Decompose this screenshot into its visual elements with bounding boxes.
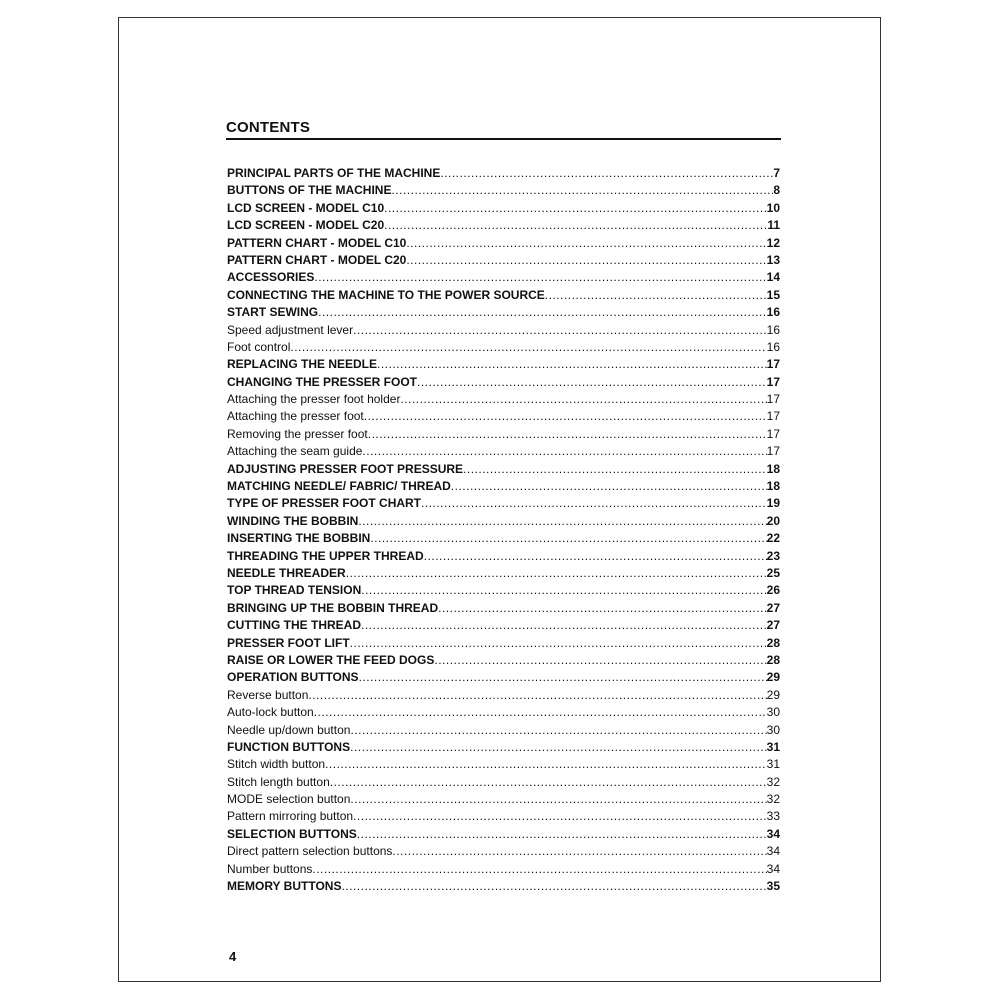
dot-leader xyxy=(350,722,766,739)
toc-entry-page: 16 xyxy=(766,305,780,320)
toc-entry-label: Attaching the seam guide xyxy=(227,444,363,459)
dot-leader xyxy=(368,426,767,443)
toc-entry-page: 13 xyxy=(766,252,780,267)
toc-entry-label: Needle up/down button xyxy=(227,722,351,737)
toc-entry[interactable] xyxy=(227,687,780,704)
toc-entry[interactable] xyxy=(227,513,780,530)
toc-entry[interactable] xyxy=(227,287,780,304)
toc-entry[interactable] xyxy=(227,165,780,182)
dot-leader xyxy=(421,495,767,512)
dot-leader xyxy=(440,165,773,182)
toc-entry-page: 18 xyxy=(766,461,780,476)
dot-leader xyxy=(377,356,767,373)
toc-entry-label: MATCHING NEEDLE/ FABRIC/ THREAD xyxy=(227,479,451,494)
dot-leader xyxy=(451,478,767,495)
dot-leader xyxy=(400,391,766,408)
toc-entry[interactable] xyxy=(227,704,780,721)
toc-entry[interactable] xyxy=(227,200,780,217)
toc-entry-page: 12 xyxy=(766,235,780,250)
toc-entry[interactable] xyxy=(227,635,780,652)
toc-entry-page: 29 xyxy=(766,687,780,702)
toc-entry-label: BRINGING UP THE BOBBIN THREAD xyxy=(227,600,439,615)
toc-entry[interactable] xyxy=(227,600,780,617)
toc-entry-page: 17 xyxy=(766,444,780,459)
toc-entry-label: PRESSER FOOT LIFT xyxy=(227,635,350,650)
toc-entry-page: 34 xyxy=(766,844,780,859)
dot-leader xyxy=(359,669,767,686)
dot-leader xyxy=(350,791,766,808)
toc-entry[interactable] xyxy=(227,861,780,878)
dot-leader xyxy=(406,252,766,269)
toc-entry[interactable] xyxy=(227,826,780,843)
dot-leader xyxy=(370,530,766,547)
toc-entry-label: MEMORY BUTTONS xyxy=(227,879,342,894)
toc-entry[interactable] xyxy=(227,843,780,860)
toc-entry[interactable] xyxy=(227,582,780,599)
dot-leader xyxy=(362,443,766,460)
dot-leader xyxy=(290,339,766,356)
toc-entry[interactable] xyxy=(227,617,780,634)
toc-entry-page: 35 xyxy=(766,879,780,894)
toc-entry-page: 31 xyxy=(766,739,780,754)
dot-leader xyxy=(350,739,767,756)
toc-entry-label: Foot control xyxy=(227,339,291,354)
toc-entry-page: 32 xyxy=(766,792,780,807)
toc-entry-label: NEEDLE THREADER xyxy=(227,565,346,580)
toc-entry[interactable] xyxy=(227,548,780,565)
toc-entry[interactable] xyxy=(227,339,780,356)
toc-entry[interactable] xyxy=(227,739,780,756)
toc-entry-label: OPERATION BUTTONS xyxy=(227,670,359,685)
toc-entry-label: BUTTONS OF THE MACHINE xyxy=(227,183,392,198)
toc-entry[interactable] xyxy=(227,408,780,425)
toc-entry[interactable] xyxy=(227,808,780,825)
toc-entry-label: START SEWING xyxy=(227,305,319,320)
toc-entry-page: 10 xyxy=(766,200,780,215)
dot-leader xyxy=(312,861,766,878)
toc-entry-label: Stitch width button xyxy=(227,757,326,772)
toc-entry-label: Auto-lock button xyxy=(227,705,314,720)
dot-leader xyxy=(384,217,767,234)
dot-leader xyxy=(434,652,766,669)
toc-entry-page: 11 xyxy=(767,218,780,233)
toc-entry-label: PATTERN CHART - MODEL C10 xyxy=(227,235,407,250)
toc-entry[interactable] xyxy=(227,443,780,460)
toc-entry[interactable] xyxy=(227,322,780,339)
dot-leader xyxy=(325,756,767,773)
toc-entry-page: 28 xyxy=(766,652,780,667)
toc-entry-label: ACCESSORIES xyxy=(227,270,315,285)
dot-leader xyxy=(330,774,767,791)
dot-leader xyxy=(391,182,773,199)
toc-entry[interactable] xyxy=(227,217,780,234)
toc-entry-label: TOP THREAD TENSION xyxy=(227,583,362,598)
dot-leader xyxy=(353,322,767,339)
toc-entry[interactable] xyxy=(227,565,780,582)
toc-entry-page: 31 xyxy=(766,757,780,772)
toc-entry-page: 17 xyxy=(766,426,780,441)
dot-leader xyxy=(463,461,767,478)
toc-entry-page: 17 xyxy=(766,357,780,372)
toc-entry[interactable] xyxy=(227,356,780,373)
toc-entry[interactable] xyxy=(227,478,780,495)
toc-entry[interactable] xyxy=(227,495,780,512)
toc-entry[interactable] xyxy=(227,252,780,269)
dot-leader xyxy=(406,235,766,252)
dot-leader xyxy=(358,513,766,530)
toc-entry-label: FUNCTION BUTTONS xyxy=(227,739,351,754)
toc-entry-page: 25 xyxy=(766,565,780,580)
toc-entry-label: ADJUSTING PRESSER FOOT PRESSURE xyxy=(227,461,464,476)
dot-leader xyxy=(545,287,767,304)
toc-entry-page: 15 xyxy=(766,287,780,302)
table-of-contents xyxy=(227,165,780,895)
toc-entry[interactable] xyxy=(227,652,780,669)
dot-leader xyxy=(384,200,767,217)
toc-entry-page: 26 xyxy=(766,583,780,598)
toc-entry-page: 14 xyxy=(766,270,780,285)
toc-entry-page: 17 xyxy=(766,392,780,407)
toc-entry-label: LCD SCREEN - MODEL C20 xyxy=(227,218,385,233)
toc-entry-page: 34 xyxy=(766,861,780,876)
toc-entry-page: 19 xyxy=(766,496,780,511)
toc-entry-label: Attaching the presser foot holder xyxy=(227,392,401,407)
dot-leader xyxy=(314,704,767,721)
toc-entry-label: Reverse button xyxy=(227,687,309,702)
toc-entry-label: PRINCIPAL PARTS OF THE MACHINE xyxy=(227,166,441,180)
toc-entry[interactable] xyxy=(227,374,780,391)
toc-entry-page: 23 xyxy=(766,548,780,563)
toc-entry-page: 7 xyxy=(773,166,780,180)
toc-entry-page: 18 xyxy=(766,479,780,494)
toc-entry[interactable] xyxy=(227,235,780,252)
toc-entry-label: CUTTING THE THREAD xyxy=(227,618,361,633)
toc-entry[interactable] xyxy=(227,426,780,443)
toc-entry[interactable] xyxy=(227,878,780,895)
page-number: 4 xyxy=(229,949,237,964)
toc-entry-page: 27 xyxy=(766,600,780,615)
title-rule xyxy=(226,138,781,140)
toc-entry[interactable] xyxy=(227,530,780,547)
dot-leader xyxy=(438,600,767,617)
toc-entry-page: 28 xyxy=(766,635,780,650)
toc-entry-label: WINDING THE BOBBIN xyxy=(227,513,359,528)
toc-entry-label: PATTERN CHART - MODEL C20 xyxy=(227,252,407,267)
dot-leader xyxy=(364,408,767,425)
toc-entry-page: 16 xyxy=(766,339,780,354)
page-title: CONTENTS xyxy=(226,119,311,136)
toc-entry-page: 22 xyxy=(766,531,780,546)
dot-leader xyxy=(341,878,766,895)
toc-entry[interactable] xyxy=(227,269,780,286)
toc-entry-page: 16 xyxy=(766,322,780,337)
dot-leader xyxy=(350,635,767,652)
toc-entry-page: 8 xyxy=(773,183,780,198)
dot-leader xyxy=(417,374,767,391)
toc-entry-label: Speed adjustment lever xyxy=(227,322,354,337)
toc-entry-label: Removing the presser foot xyxy=(227,426,368,441)
toc-entry-page: 29 xyxy=(766,670,780,685)
dot-leader xyxy=(361,582,766,599)
toc-entry-label: Stitch length button xyxy=(227,774,330,789)
toc-entry[interactable] xyxy=(227,774,780,791)
dot-leader xyxy=(308,687,766,704)
toc-entry-label: MODE selection button xyxy=(227,792,351,807)
toc-entry-label: Number buttons xyxy=(227,861,313,876)
toc-entry[interactable] xyxy=(227,756,780,773)
dot-leader xyxy=(314,269,766,286)
toc-entry-page: 17 xyxy=(766,409,780,424)
dot-leader xyxy=(346,565,767,582)
dot-leader xyxy=(424,548,767,565)
toc-entry-label: CONNECTING THE MACHINE TO THE POWER SOURCE xyxy=(227,287,545,302)
toc-entry-label: SELECTION BUTTONS xyxy=(227,826,357,841)
toc-entry-page: 17 xyxy=(766,374,780,389)
toc-entry-page: 27 xyxy=(766,618,780,633)
dot-leader xyxy=(357,826,767,843)
toc-entry-label: Direct pattern selection buttons xyxy=(227,844,393,859)
toc-entry-label: THREADING THE UPPER THREAD xyxy=(227,548,424,563)
dot-leader xyxy=(392,843,766,860)
toc-entry[interactable] xyxy=(227,722,780,739)
dot-leader xyxy=(361,617,767,634)
toc-entry-page: 34 xyxy=(766,826,780,841)
toc-entry[interactable] xyxy=(227,669,780,686)
toc-entry[interactable] xyxy=(227,791,780,808)
toc-entry-label: Pattern mirroring button xyxy=(227,809,354,824)
toc-entry[interactable] xyxy=(227,391,780,408)
toc-entry-page: 32 xyxy=(766,774,780,789)
toc-entry-label: INSERTING THE BOBBIN xyxy=(227,531,371,546)
dot-leader xyxy=(353,808,767,825)
toc-entry-label: Attaching the presser foot xyxy=(227,409,364,424)
toc-entry-label: TYPE OF PRESSER FOOT CHART xyxy=(227,496,422,511)
toc-entry-page: 33 xyxy=(766,809,780,824)
toc-entry-page: 20 xyxy=(766,513,780,528)
toc-entry-page: 30 xyxy=(766,705,780,720)
dot-leader xyxy=(318,304,767,321)
toc-entry[interactable] xyxy=(227,304,780,321)
toc-entry-page: 30 xyxy=(766,722,780,737)
toc-entry-label: CHANGING THE PRESSER FOOT xyxy=(227,374,418,389)
toc-entry-label: REPLACING THE NEEDLE xyxy=(227,357,378,372)
toc-entry[interactable] xyxy=(227,461,780,478)
toc-entry-label: RAISE OR LOWER THE FEED DOGS xyxy=(227,652,435,667)
toc-entry-label: LCD SCREEN - MODEL C10 xyxy=(227,200,385,215)
toc-entry[interactable] xyxy=(227,182,780,199)
